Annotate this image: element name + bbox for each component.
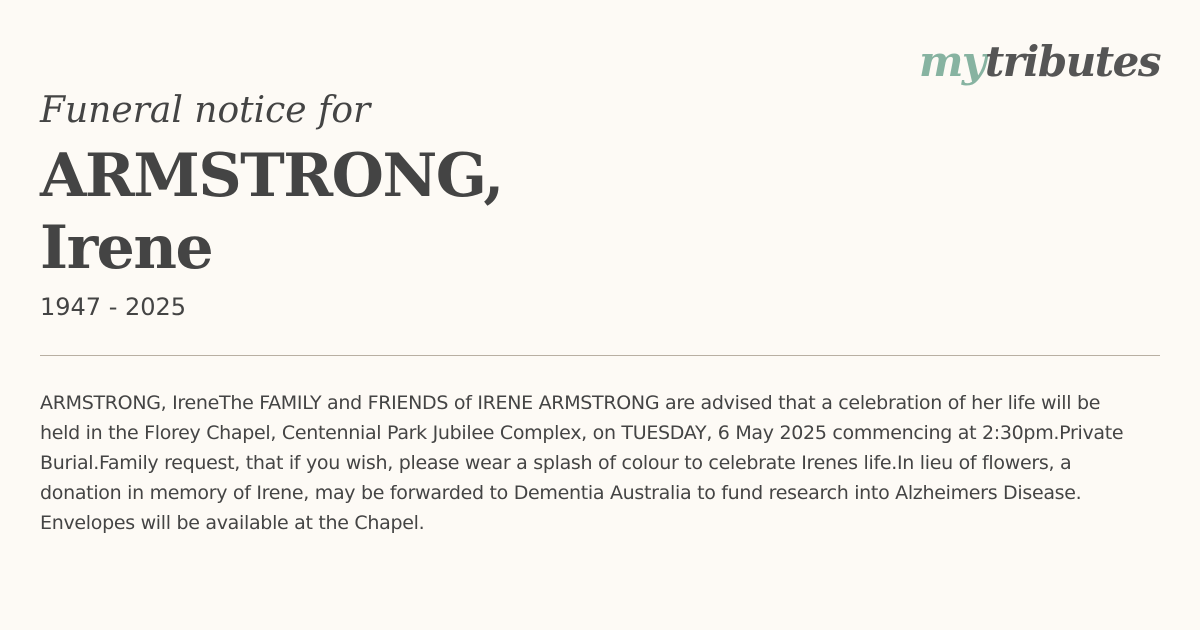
mytributes-logo [919,38,1160,86]
logo-my: my [918,37,985,86]
notice-kicker: Funeral notice for [40,90,371,131]
deceased-name [40,140,503,284]
life-years: 1947 - 2025 [40,293,187,321]
divider [40,355,1160,356]
logo-tributes: tributes [984,37,1160,86]
deceased-surname: ARMSTRONG, [40,141,503,211]
notice-text: ARMSTRONG, IreneThe FAMILY and FRIENDS of IRENE ARMSTRONG are advised that a celebration of her life will be held in the Florey Chapel, Centennial Park Jubilee Complex, on TUESDAY, 6 May 2025 commencing at 2:30pm.Private Burial.Family request, that if you wish, please wear a splash of colour to celebrate Irenes life.In lieu of flowers, a donation in memory of Irene, may be forwarded to Dementia Australia to fund research into Alzheimers Disease. Envelopes will be available at the Chapel. [40,392,1130,534]
deceased-given-name: Irene [40,213,213,283]
